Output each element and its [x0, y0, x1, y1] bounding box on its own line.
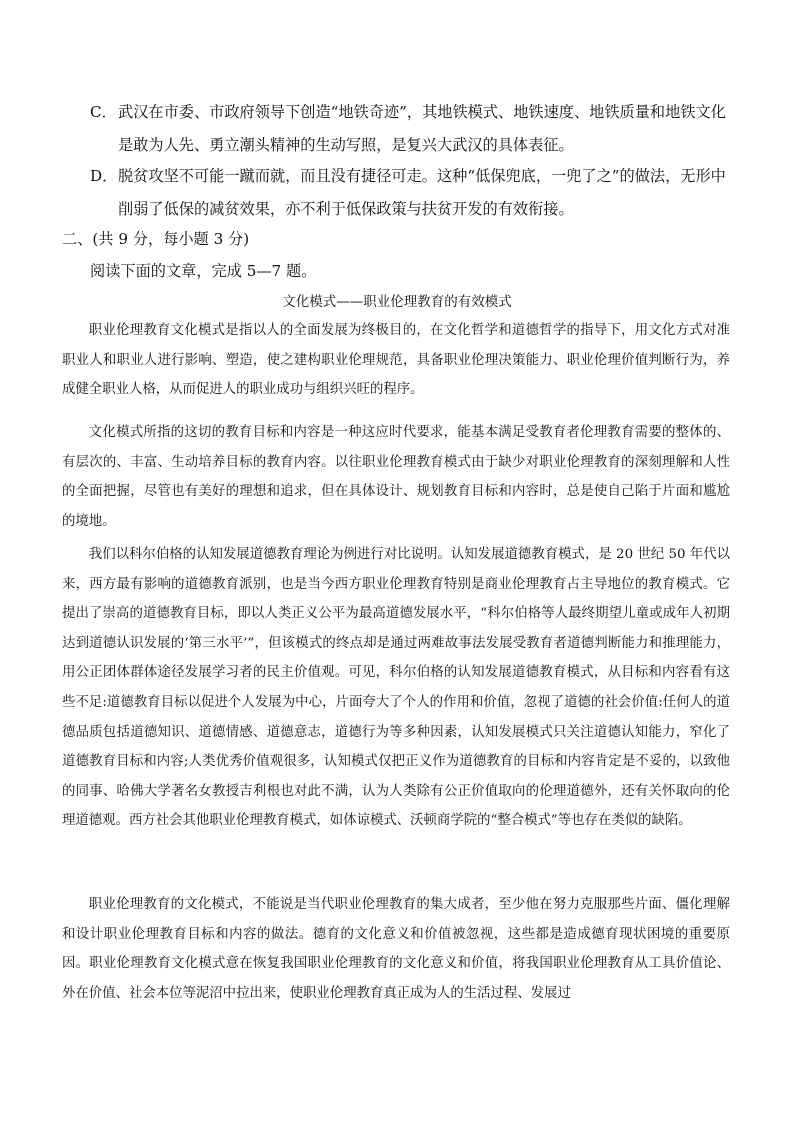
option-text: 武汉在市委、市政府领导下创造“地铁奇迹”，其地铁模式、地铁速度、地铁质量和地铁文化是敢为人先、勇立潮头精神的生动写照，是复兴大武汉的具体表征。 — [118, 103, 726, 154]
article-paragraph-3: 我们以科尔伯格的认知发展道德教育理论为例进行对比说明。认知发展道德教育模式，是 20 世纪 50 年代以来，西方最有影响的道德教育派别，也是当今西方职业伦理教育特别是商业伦理教育占主导地位的教育模式。它提出了崇高的道德教育目标，即以人类正义公平为最高道德发展水平，“科尔伯格等人最终期望儿童或成年人初期达到道德认识发展的‘第三水平’”，但该模式的终点却是通过两难故事法发展受教育者道德判断能力和推理能力，用公正团体群体途径发展学习者的民主价值观。可见，科尔伯格的认知发展道德教育模式，从目标和内容看有这些不足:道德教育目标以促进个人发展为中心，片面夸大了个人的作用和价值，忽视了道德的社会价值:任何人的道德品质包括道德知识、道德情感、道德意志，道德行为等多种因素，认知发展模式只关注道德认知能力，窄化了道德教育目标和内容;人类优秀价值观很多，认知模式仅把正义作为道德教育的目标和内容肯定是不妥的，以致他的同事、哈佛大学著名女教授吉利根也对此不满，认为人类除有公正价值取向的伦理道德外，还有关怀取向的伦理道德观。西方社会其他职业伦理教育模式，如体谅模式、沃顿商学院的“整合模式”等也存在类似的缺陷。 — [62, 547, 730, 829]
section-heading: 二、(共 9 分，每小题 3 分) — [62, 230, 250, 248]
option-text: 脱贫攻坚不可能一蹴而就，而且没有捷径可走。这种“低保兜底，一兜了之”的做法，无形中削弱了低保的减贫效果，亦不利于低保政策与扶贫开发的有效衔接。 — [118, 167, 726, 218]
reading-instruction: 阅读下面的文章，完成 5—7 题。 — [90, 262, 317, 280]
article-title: 文化模式——职业伦理教育的有效模式 — [282, 294, 512, 310]
option-c — [90, 96, 730, 162]
article-paragraph-2: 文化模式所指的这切的教育目标和内容是一种这应时代要求，能基本满足受教育者伦理教育需要的整体的、有层次的、丰富、生动培养目标的教育内容。以往职业伦理教育模式由于缺少对职业伦理教育的深刻理解和人性的全面把握，尽管也有美好的理想和追求，但在具体设计、规划教育目标和内容时，总是使自己陷于片面和尴尬的境地。 — [62, 425, 730, 529]
option-d — [90, 160, 730, 226]
option-label: D． — [90, 167, 118, 185]
option-label: C． — [90, 103, 117, 121]
article-paragraph-4: 职业伦理教育的文化模式，不能说是当代职业伦理教育的集大成者，至少他在努力克服那些片面、僵化理解和设计职业伦理教育目标和内容的做法。德育的文化意义和价值被忽视，这些都是造成德育现状困境的重要原因。职业伦理教育文化模式意在恢复我国职业伦理教育的文化意义和价值，将我国职业伦理教育从工具价值论、外在价值、社会本位等泥沼中拉出来，使职业伦理教育真正成为人的生活过程、发展过 — [62, 897, 730, 1001]
article-paragraph-1: 职业伦理教育文化模式是指以人的全面发展为终极目的，在文化哲学和道德哲学的指导下，用文化方式对准职业人和职业人进行影响、塑造，使之建构职业伦理规范，具备职业伦理决策能力、职业伦理价值判断行为，养成健全职业人格，从而促进人的职业成功与组织兴旺的程序。 — [62, 323, 730, 398]
